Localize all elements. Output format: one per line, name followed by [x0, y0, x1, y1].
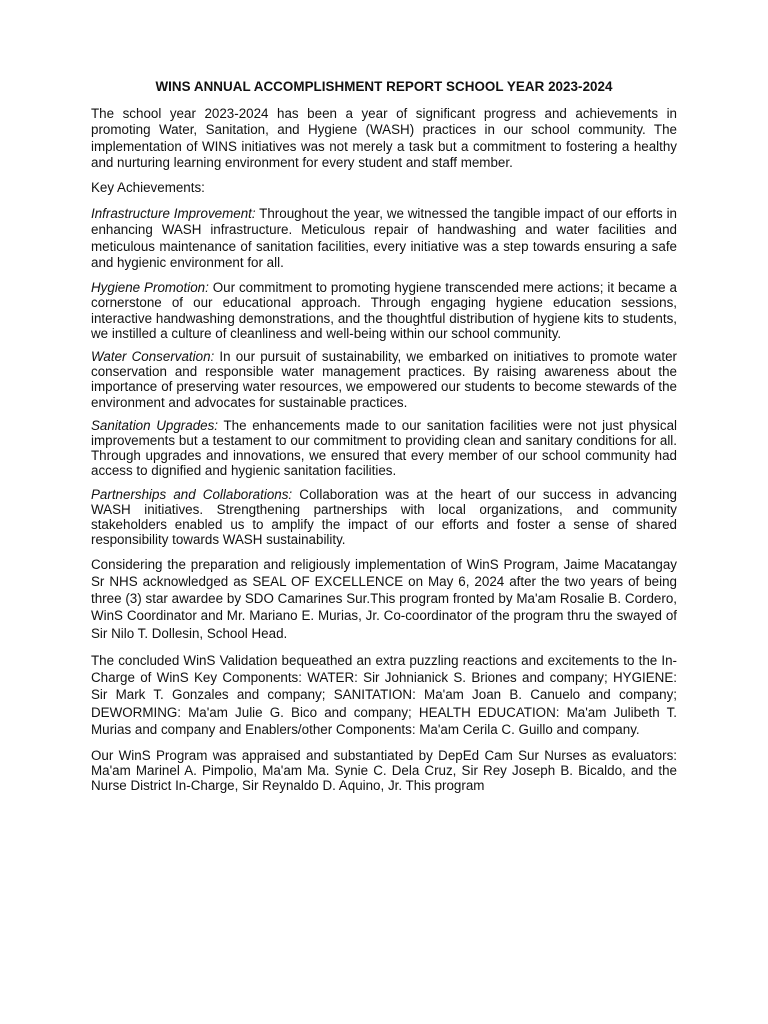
- intro-paragraph: The school year 2023-2024 has been a year of significant progress and achievements in promoting Water, Sanitation, and Hygiene (WASH) practices in our school community. The implementation of WINS initiatives was not merely a task but a commitment to fostering a healthy and nurturing learning environment for every student and staff member.: [91, 106, 677, 170]
- key-achievements-heading: Key Achievements:: [91, 180, 205, 196]
- achievement-label: Infrastructure Improvement:: [91, 206, 256, 222]
- achievement-label: Sanitation Upgrades:: [91, 418, 219, 434]
- achievement-text: Throughout the year, we witnessed the tangible impact of our efforts in enhancing WASH infrastructure. Meticulous repair of handwashing and water facilities and meticulous maintenance of sanitation facilities, every initiative was a step towards ensuring a safe and hygienic environment for all.: [91, 206, 678, 271]
- achievement-label: Hygiene Promotion:: [91, 280, 209, 296]
- validation-paragraph: The concluded WinS Validation bequeathed an extra puzzling reactions and excitements to the In-Charge of WinS Key Components: WATER: Sir Johnianick S. Briones and company; HYGIENE: Sir Mark T. Gonzales and company; SANITATION: Ma'am Joan B. Canuelo and company; DEWORMING: Ma'am Julie G. Bico and company; HEALTH EDUCATION: Ma'am Julibeth T. Murias and company and Enablers/other Components: Ma'am Cerila C. Guillo and company.: [91, 652, 677, 737]
- seal-of-excellence-paragraph: Considering the preparation and religiously implementation of WinS Program, Jaime Macatangay Sr NHS acknowledged as SEAL OF EXCELLENCE on May 6, 2024 after the two years of being three (3) star awardee by SDO Camarines Sur.This program fronted by Ma'am Rosalie B. Cordero, WinS Coordinator and Mr. Mariano E. Murias, Jr. Co-coordinator of the program thru the swayed of Sir Nilo T. Dollesin, School Head.: [91, 556, 677, 641]
- achievement-sanitation: [91, 418, 677, 478]
- achievement-text: In our pursuit of sustainability, we embarked on initiatives to promote water conservation and responsible water management practices. By raising awareness about the importance of preserving water resources, we empowered our students to become stewards of the environment and advocates for sustainable practices.: [91, 349, 678, 410]
- document-title: WINS ANNUAL ACCOMPLISHMENT REPORT SCHOOL YEAR 2023-2024: [155, 79, 613, 94]
- achievement-infrastructure: [91, 206, 677, 271]
- achievement-partnerships: [91, 487, 677, 547]
- achievement-water: [91, 349, 677, 409]
- evaluators-paragraph: Our WinS Program was appraised and substantiated by DepEd Cam Sur Nurses as evaluators: Ma'am Marinel A. Pimpolio, Ma'am Ma. Synie C. Dela Cruz, Sir Rey Joseph B. Bicaldo, and the Nurse District In-Charge, Sir Reynaldo D. Aquino, Jr. This program: [91, 747, 677, 794]
- achievement-text: The enhancements made to our sanitation facilities were not just physical improvements but a testament to our commitment to providing clean and sanitary conditions for all. Through upgrades and innovations, we ensured that every member of our school community had access to dignified and hygienic sanitation facilities.: [91, 418, 678, 479]
- achievement-label: Partnerships and Collaborations:: [91, 487, 293, 502]
- achievement-text: Our commitment to promoting hygiene transcended mere actions; it became a cornerstone of our educational approach. Through engaging hygiene education sessions, interactive handwashing demonstrations, and the thoughtful distribution of hygiene kits to students, we instilled a culture of cleanliness and well-being within our school community.: [91, 280, 677, 341]
- achievement-text: Collaboration was at the heart of our success in advancing WASH initiatives. Strengthening partnerships with local organizations, and community stakeholders enabled us to amplify the impact of our efforts and foster a sense of shared responsibility towards WASH sustainability.: [91, 487, 678, 548]
- achievement-hygiene: [91, 280, 677, 340]
- achievement-label: Water Conservation:: [91, 349, 215, 365]
